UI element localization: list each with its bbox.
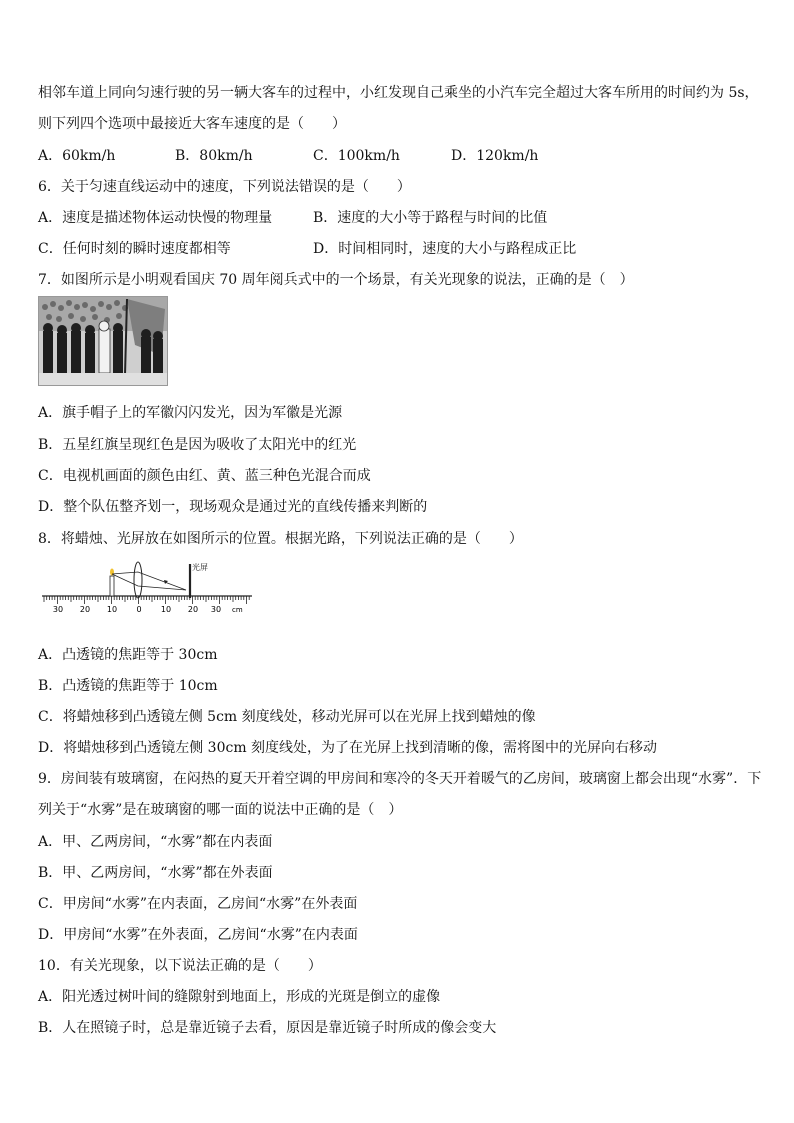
parade-photo xyxy=(38,296,168,386)
q6-option-d: D．时间相同时，速度的大小与路程成正比 xyxy=(313,241,577,257)
convex-lens-icon xyxy=(134,562,142,598)
q7-stem: 7．如图所示是小明观看国庆 70 周年阅兵式中的一个场景，有关光现象的说法，正确的是（ ） xyxy=(38,272,634,288)
q9-stem-line-1: 9．房间装有玻璃窗，在闷热的夏天开着空调的甲房间和寒冷的冬天开着暖气的乙房间，玻璃窗上都会出现“水雾”．下 xyxy=(38,771,762,787)
tick-label: 0 xyxy=(136,605,142,614)
q10-option-b: B．人在照镜子时，总是靠近镜子去看，原因是靠近镜子时所成的像会变大 xyxy=(38,1020,497,1036)
q9-option-a: A．甲、乙两房间，“水雾”都在内表面 xyxy=(38,834,273,850)
optical-bench-svg xyxy=(38,560,258,620)
q5-option-b: B．80km/h xyxy=(175,148,253,164)
q5-option-d: D．120km/h xyxy=(451,148,539,164)
optical-bench-diagram xyxy=(38,560,258,620)
q5-option-c: C．100km/h xyxy=(313,148,400,164)
candle-icon xyxy=(110,576,114,596)
q10-option-a: A．阳光透过树叶间的缝隙射到地面上，形成的光斑是倒立的虚像 xyxy=(38,989,441,1005)
tick-label: 20 xyxy=(79,605,91,614)
q8-option-c: C．将蜡烛移到凸透镜左侧 5cm 刻度线处，移动光屏可以在光屏上找到蜡烛的像 xyxy=(38,709,536,725)
tick-label: 30 xyxy=(210,605,222,614)
unit-label: cm xyxy=(232,606,243,614)
q6-option-c: C．任何时刻的瞬时速度都相等 xyxy=(38,241,231,257)
q6-option-a: A．速度是描述物体运动快慢的物理量 xyxy=(38,210,273,226)
tick-label: 20 xyxy=(187,605,199,614)
q6-option-b: B．速度的大小等于路程与时间的比值 xyxy=(313,210,548,226)
q9-option-b: B．甲、乙两房间，“水雾”都在外表面 xyxy=(38,865,273,881)
q5-option-a: A．60km/h xyxy=(38,148,116,164)
q9-option-d: D．甲房间“水雾”在外表面，乙房间“水雾”在内表面 xyxy=(38,927,358,943)
parade-photo-image xyxy=(39,297,167,385)
q8-option-d: D．将蜡烛移到凸透镜左侧 30cm 刻度线处，为了在光屏上找到清晰的像，需将图中的光屏向右移动 xyxy=(38,740,658,756)
tick-label: 30 xyxy=(52,605,64,614)
q7-option-c: C．电视机画面的颜色由红、黄、蓝三种色光混合而成 xyxy=(38,468,371,484)
q8-option-a: A．凸透镜的焦距等于 30cm xyxy=(38,647,218,663)
q5-stem-line-1: 相邻车道上同向匀速行驶的另一辆大客车的过程中，小红发现自己乘坐的小汽车完全超过大客车所用的时间约为 5s， xyxy=(38,85,759,101)
screen-label: 光屏 xyxy=(192,563,208,572)
q5-stem-line-2: 则下列四个选项中最接近大客车速度的是（ ） xyxy=(38,116,346,132)
tick-label: 10 xyxy=(106,605,118,614)
q9-stem-line-2: 列关于“水雾”是在玻璃窗的哪一面的说法中正确的是（ ） xyxy=(38,802,403,818)
q7-option-d: D．整个队伍整齐划一，现场观众是通过光的直线传播来判断的 xyxy=(38,499,428,515)
q8-option-b: B．凸透镜的焦距等于 10cm xyxy=(38,678,218,694)
q8-stem: 8．将蜡烛、光屏放在如图所示的位置。根据光路，下列说法正确的是（ ） xyxy=(38,531,523,547)
q7-option-a: A．旗手帽子上的军徽闪闪发光，因为军徽是光源 xyxy=(38,405,343,421)
q10-stem: 10．有关光现象，以下说法正确的是（ ） xyxy=(38,958,322,974)
q9-option-c: C．甲房间“水雾”在内表面，乙房间“水雾”在外表面 xyxy=(38,896,358,912)
q6-stem: 6．关于匀速直线运动中的速度，下列说法错误的是（ ） xyxy=(38,179,411,195)
q7-option-b: B．五星红旗呈现红色是因为吸收了太阳光中的红光 xyxy=(38,437,357,453)
tick-label: 10 xyxy=(160,605,172,614)
